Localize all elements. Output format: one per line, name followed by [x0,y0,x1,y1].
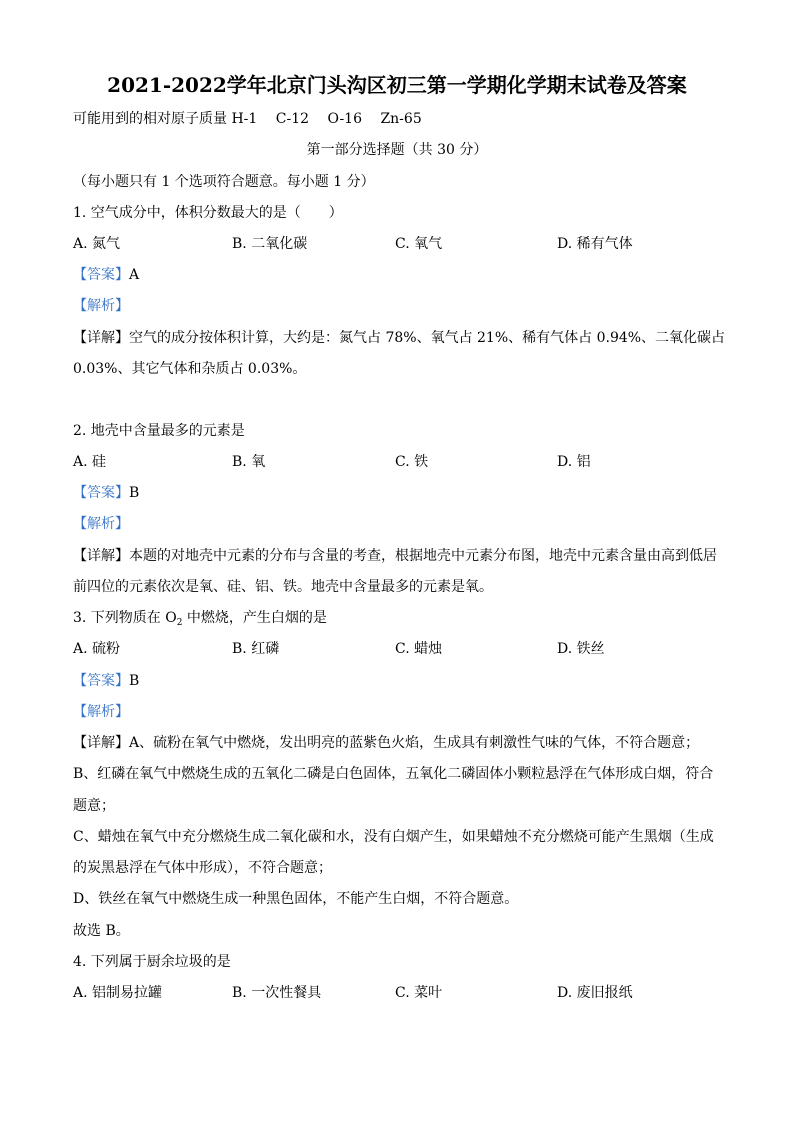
q2-answer [73,483,139,503]
q3-answer [73,671,139,691]
question-1-stem: 1. 空气成分中，体积分数最大的是（ ） [73,205,343,221]
section-title: 第一部分选择题（共 30 分） [306,142,488,158]
detail-text: A、硫粉在氧气中燃烧，发出明亮的蓝紫色火焰，生成具有刺激性气味的气体，不符合题意； [129,735,700,751]
answer-label: 【答案】 [73,267,129,283]
stem-pre: 3. 下列物质在 O [73,610,177,626]
q4-option-c: C. 菜叶 [395,985,443,1001]
q3-detail-d: D、铁丝在氧气中燃烧生成一种黑色固体，不能产生白烟，不符合题意。 [73,891,519,907]
answer-label: 【答案】 [73,485,129,501]
answer-label: 【答案】 [73,673,129,689]
q3-detail-b-cont: 题意； [73,798,115,814]
q1-detail [73,328,725,348]
q4-option-b: B. 一次性餐具 [232,985,322,1001]
stem-sub: 2 [176,618,183,628]
detail-text: 本题的对地壳中元素的分布与含量的考查，根据地壳中元素分布图，地壳中元素含量由高到低居 [129,548,717,564]
q3-detail-c-cont: 的炭黑悬浮在气体中形成），不符合题意； [73,860,332,876]
q2-option-d: D. 铝 [557,454,591,470]
q3-option-c: C. 蜡烛 [395,641,443,657]
stem-post: 中燃烧，产生白烟的是 [182,610,327,626]
q2-detail-cont: 前四位的元素依次是氧、硅、铝、铁。地壳中含量最多的元素是氧。 [73,579,493,595]
detail-label: 【详解】 [73,548,129,564]
q3-analysis-label: 【解析】 [73,704,129,720]
detail-label: 【详解】 [73,735,129,751]
q3-detail-c: C、蜡烛在氧气中充分燃烧生成二氧化碳和水，没有白烟产生，如果蜡烛不充分燃烧可能产生黑烟（生成 [73,829,714,845]
page-title: 2021-2022学年北京门头沟区初三第一学期化学期末试卷及答案 [107,73,687,97]
question-2-stem: 2. 地壳中含量最多的元素是 [73,423,245,439]
q1-option-a: A. 氮气 [73,236,121,252]
q2-analysis-label: 【解析】 [73,516,129,532]
q1-option-b: B. 二氧化碳 [232,236,308,252]
q2-option-b: B. 氧 [232,454,266,470]
q3-detail-a [73,733,699,753]
q2-option-a: A. 硅 [73,454,107,470]
q3-option-b: B. 红磷 [232,641,280,657]
atomic-masses: 可能用到的相对原子质量 H-1 C-12 O-16 Zn-65 [73,111,422,127]
q1-detail-cont: 0.03%、其它气体和杂质占 0.03%。 [73,361,307,377]
q4-option-d: D. 废旧报纸 [557,985,633,1001]
answer-value: B [129,673,140,689]
q1-answer [73,265,139,285]
q3-option-a: A. 硫粉 [73,641,121,657]
q2-detail [73,546,717,566]
section-note: （每小题只有 1 个选项符合题意。每小题 1 分） [73,174,375,190]
answer-value: A [129,267,140,283]
q1-analysis-label: 【解析】 [73,298,129,314]
q1-option-c: C. 氧气 [395,236,443,252]
q1-option-d: D. 稀有气体 [557,236,633,252]
question-3-stem [73,608,327,633]
q4-option-a: A. 铝制易拉罐 [73,985,163,1001]
question-4-stem: 4. 下列属于厨余垃圾的是 [73,954,231,970]
answer-value: B [129,485,140,501]
q3-conclusion: 故选 B。 [73,923,130,939]
detail-text: 空气的成分按体积计算，大约是：氮气占 78%、氧气占 21%、稀有气体占 0.94%、二氧化碳占 [129,330,726,346]
q3-option-d: D. 铁丝 [557,641,605,657]
q3-detail-b: B、红磷在氧气中燃烧生成的五氧化二磷是白色固体，五氧化二磷固体小颗粒悬浮在气体形成白烟，符合 [73,766,714,782]
detail-label: 【详解】 [73,330,129,346]
q2-option-c: C. 铁 [395,454,429,470]
